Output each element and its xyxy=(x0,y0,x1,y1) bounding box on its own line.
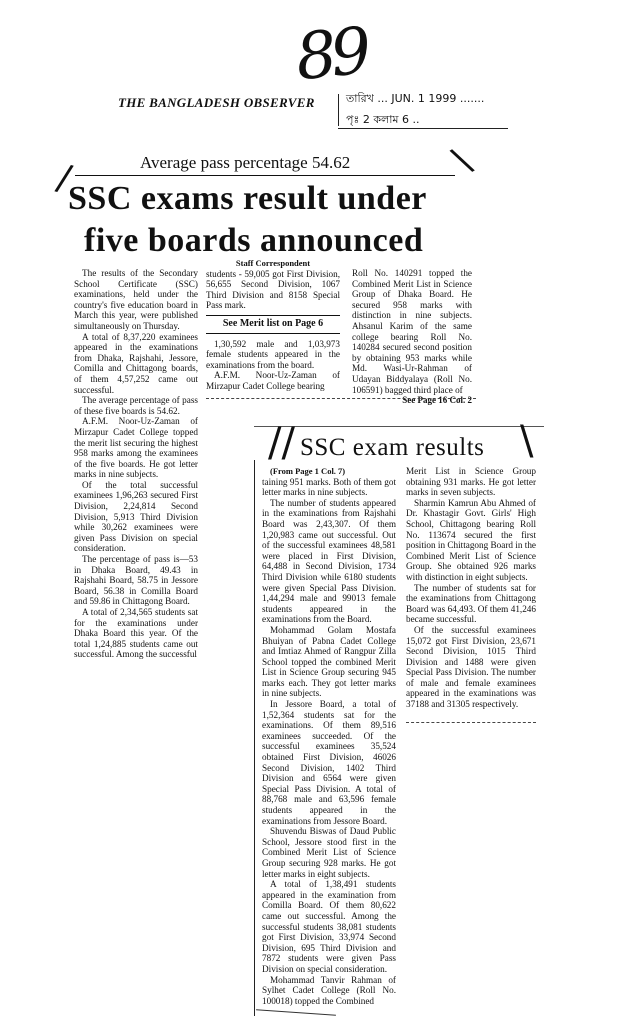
continuation-label: (From Page 1 Col. 7) xyxy=(270,466,346,476)
article1-column-1 xyxy=(74,268,198,660)
pen-mark-right: \ xyxy=(446,139,478,182)
stamp-date-line: তারিখ ... JUN. 1 1999 ....... xyxy=(346,92,485,105)
pen-mark-results: // xyxy=(268,420,295,466)
paragraph: A.F.M. Noor-Uz-Zaman of Mirzapur Cadet College topped the merit list securing the highest 958 marks among the examinees of the five boards. He got letter marks in nine subjects. xyxy=(74,416,198,480)
see-page-reference: See Page 16 Col. 2 xyxy=(402,395,472,406)
article2-column-2 xyxy=(406,466,536,710)
paragraph: Mohammad Tanvir Rahman of Sylhet Cadet College (Roll No. 100018) topped the Combined xyxy=(262,974,396,1006)
stamp-page-line: পৃঃ 2 কলাম 6 .. xyxy=(346,113,420,126)
handwritten-page-number: 89 xyxy=(292,14,370,96)
paragraph: A total of 1,38,491 students appeared in the examination from Comilla Board. Of them 80,622 came out successful. Among the successful students 38,081 students got First Division, 33,974 Second Division, 695 Third Division and 7872 students were given Pass Division on special consideration. xyxy=(262,879,396,974)
article-kicker: Average pass percentage 54.62 xyxy=(140,153,351,172)
paragraph: taining 951 marks. Both of them got letter marks in nine subjects. xyxy=(262,476,396,498)
paragraph: The average percentage of pass of these five boards is 54.62. xyxy=(74,395,198,416)
article1-end-rule xyxy=(206,398,476,399)
paragraph: The percentage of pass is—53 in Dhaka Board, 49.43 in Rajshahi Board, 58.75 in Jessore Board, 56.38 in Comilla Board and 59.86 in Chittagong Board. xyxy=(74,554,198,607)
paragraph: Merit List in Science Group obtaining 931 marks. He got letter marks in seven subjects. xyxy=(406,466,536,498)
clipping-bottom-edge xyxy=(256,1009,336,1016)
article1-column-3 xyxy=(352,268,472,406)
paragraph: Of the successful examinees 15,072 got First Division, 23,671 Second Division, 1015 Third Division and 1488 were given Special Pass Division. The number of male and female examinees appeared in the examinations was 37188 and 31305 respectively. xyxy=(406,624,536,710)
results-top-rule xyxy=(254,426,544,427)
paragraph: students - 59,005 got First Division, 56,655 Second Division, 1067 Third Division and 8158 Special Pass mark. xyxy=(206,268,340,311)
article2-end-rule xyxy=(406,722,536,723)
paragraph: The number of students sat for the examinations from Chittagong Board was 64,493. Of them 41,246 became successful. xyxy=(406,582,536,625)
results-headline: SSC exam results xyxy=(300,434,485,461)
paragraph: Mohammad Golam Mostafa Bhuiyan of Pabna Cadet College and Imtiaz Ahmed of Rangpur Zilla School topped the combined Merit List in Science Group securing 945 marks each. They got letter marks in nine subjects. xyxy=(262,624,396,699)
merit-list-box: See Merit list on Page 6 xyxy=(206,315,340,334)
article1-column-2 xyxy=(206,258,340,392)
article-headline xyxy=(68,178,427,262)
results-left-border xyxy=(254,460,255,1016)
paragraph: 1,30,592 male and 1,03,973 female students appeared in the examinations from the board. xyxy=(206,338,340,370)
pen-mark-results-right: \ xyxy=(520,418,534,464)
paragraph: Sharmin Kamrun Abu Ahmed of Dr. Khastagir Govt. Girls' High School, Chittagong bearing Roll No. 113674 secured the first position in Chittagong Board in the Combined Merit List of Science Group. She obtained 926 marks with distinction in eight subjects. xyxy=(406,497,536,582)
article2-column-1 xyxy=(262,466,396,1006)
headline-line-2: five boards announced xyxy=(84,222,424,259)
paragraph: A total of 8,37,220 examinees appeared in the examinations from Dhaka, Rajshahi, Jessore, Comilla and Chittagong boards, of them 4,57,252 came out successful. xyxy=(74,331,198,395)
paragraph: A total of 2,34,565 students sat for the examinations under Dhaka Board this year. Of the total 1,24,885 students came out successful. Among the successful xyxy=(74,607,198,660)
paragraph: Shuvendu Biswas of Daud Public School, Jessore stood first in the Combined Merit List of Science Group securing 928 marks. He got letter marks in eight subjects. xyxy=(262,826,396,879)
paragraph: Of the total successful examinees 1,96,263 secured First Division, 2,24,814 Second Division, 5,913 Third Division while 30,262 examinees were given Pass Division on special consideration. xyxy=(74,479,198,554)
paragraph: The number of students appeared in the examinations from Rajshahi Board was 2,43,307. Of them 1,20,983 came out successful. Out of the successful examinees 48,581 were placed in First Division, 64,488 in Second Division, 1734 Third Division while 6180 students were given Special Pass Division. 1,44,294 male and 99013 female students appeared in the examinations from the Board. xyxy=(262,497,396,625)
paragraph: A.F.M. Noor-Uz-Zaman of Mirzapur Cadet College bearing xyxy=(206,370,340,391)
stamp-underline xyxy=(338,128,508,129)
byline: Staff Correspondent xyxy=(235,258,311,268)
kicker-rule xyxy=(75,175,455,176)
paragraph: Roll No. 140291 topped the Combined Merit List in Science Group of Dhaka Board. He secured 958 marks with distinction in nine subjects. Ahsanul Karim of the same college bearing Roll No. 140284 secured second position by obtaining 953 marks while Md. Wasi-Ur-Rahman of Udayan Biddyalaya (Roll No. 106591) bagged third place of xyxy=(352,268,472,395)
pen-mark-left: / xyxy=(52,157,76,200)
paragraph: The results of the Secondary School Certificate (SSC) examinations, held under the country's five education board in March this year, were published simultaneously on Thursday. xyxy=(74,268,198,331)
headline-line-1: SSC exams result under xyxy=(68,180,427,217)
newspaper-name: THE BANGLADESH OBSERVER xyxy=(118,95,315,110)
paragraph: In Jessore Board, a total of 1,52,364 students sat for the examinations. Of them 89,516 examinees succeeded. Of the successful examinees 35,524 obtained First Division, 46026 Second Division, 1402 Third Division and 6564 were given Special Pass Division. A total of 88,768 male and 63,596 female students appeared in the examinations from Jessore Board. xyxy=(262,699,396,826)
